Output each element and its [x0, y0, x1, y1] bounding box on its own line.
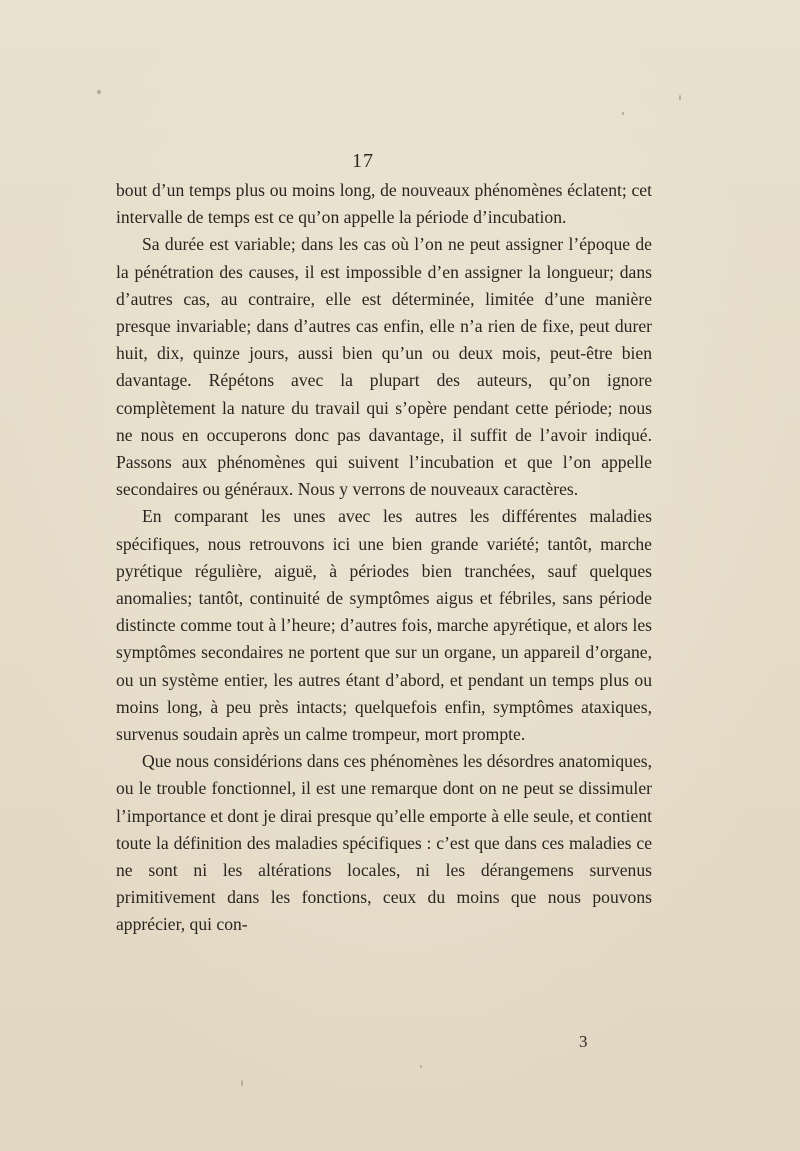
paper-speck [679, 95, 681, 100]
paper-speck [622, 112, 624, 115]
paragraph-1: bout d’un temps plus ou moins long, de nouveaux phénomènes éclatent; cet intervalle de temps est ce qu’on appelle la période d’incubation. [116, 180, 652, 228]
paper-speck [420, 1065, 422, 1068]
body-text [116, 177, 652, 939]
paragraph-4: Que nous considérions dans ces phénomènes les désordres anatomiques, ou le trouble fonctionnel, il est une remarque dont on ne peut se dissimuler l’importance et dont je dirai presque qu’elle emporte à elle seule, et contient toute la définition des maladies spécifiques : c’est que dans ces maladies ce ne sont ni les altérations locales, ni les dérangemens survenus primitivement dans les fonctions, ceux du moins que nous pouvons apprécier, qui con- [116, 751, 652, 935]
paper-speck [97, 90, 101, 94]
paper-speck [241, 1080, 243, 1086]
signature-mark: 3 [579, 1032, 588, 1051]
paragraph-2: Sa durée est variable; dans les cas où l’on ne peut assigner l’époque de la pénétration des causes, il est impossible d’en assigner la longueur; dans d’autres cas, au contraire, elle est déterminée, limitée d’une manière presque invariable; dans d’autres cas enfin, elle n’a rien de fixe, peut durer huit, dix, quinze jours, aussi bien qu’un ou deux mois, peut-être bien davantage. Répétons avec la plupart des auteurs, qu’on ignore complètement la nature du travail qui s’opère pendant cette période; nous ne nous en occuperons donc pas davantage, il suffit de l’avoir indiqué. Passons aux phénomènes qui suivent l’incubation et que l’on appelle secondaires ou généraux. Nous y verrons de nouveaux caractères. [116, 234, 652, 500]
paragraph-3: En comparant les unes avec les autres les différentes maladies spécifiques, nous retrouvons ici une bien grande variété; tantôt, marche pyrétique régulière, aiguë, à périodes bien tranchées, sauf quelques anomalies; tantôt, continuité de symptômes aigus et fébriles, sans période distincte comme tout à l’heure; d’autres fois, marche apyrétique, et alors les symptômes secondaires ne portent que sur un organe, un appareil d’organe, ou un système entier, les autres étant d’abord, et pendant un temps plus ou moins long, à peu près intacts; quelquefois enfin, symptômes ataxiques, survenus soudain après un calme trompeur, mort prompte. [116, 506, 652, 745]
page-number: 17 [352, 150, 374, 172]
